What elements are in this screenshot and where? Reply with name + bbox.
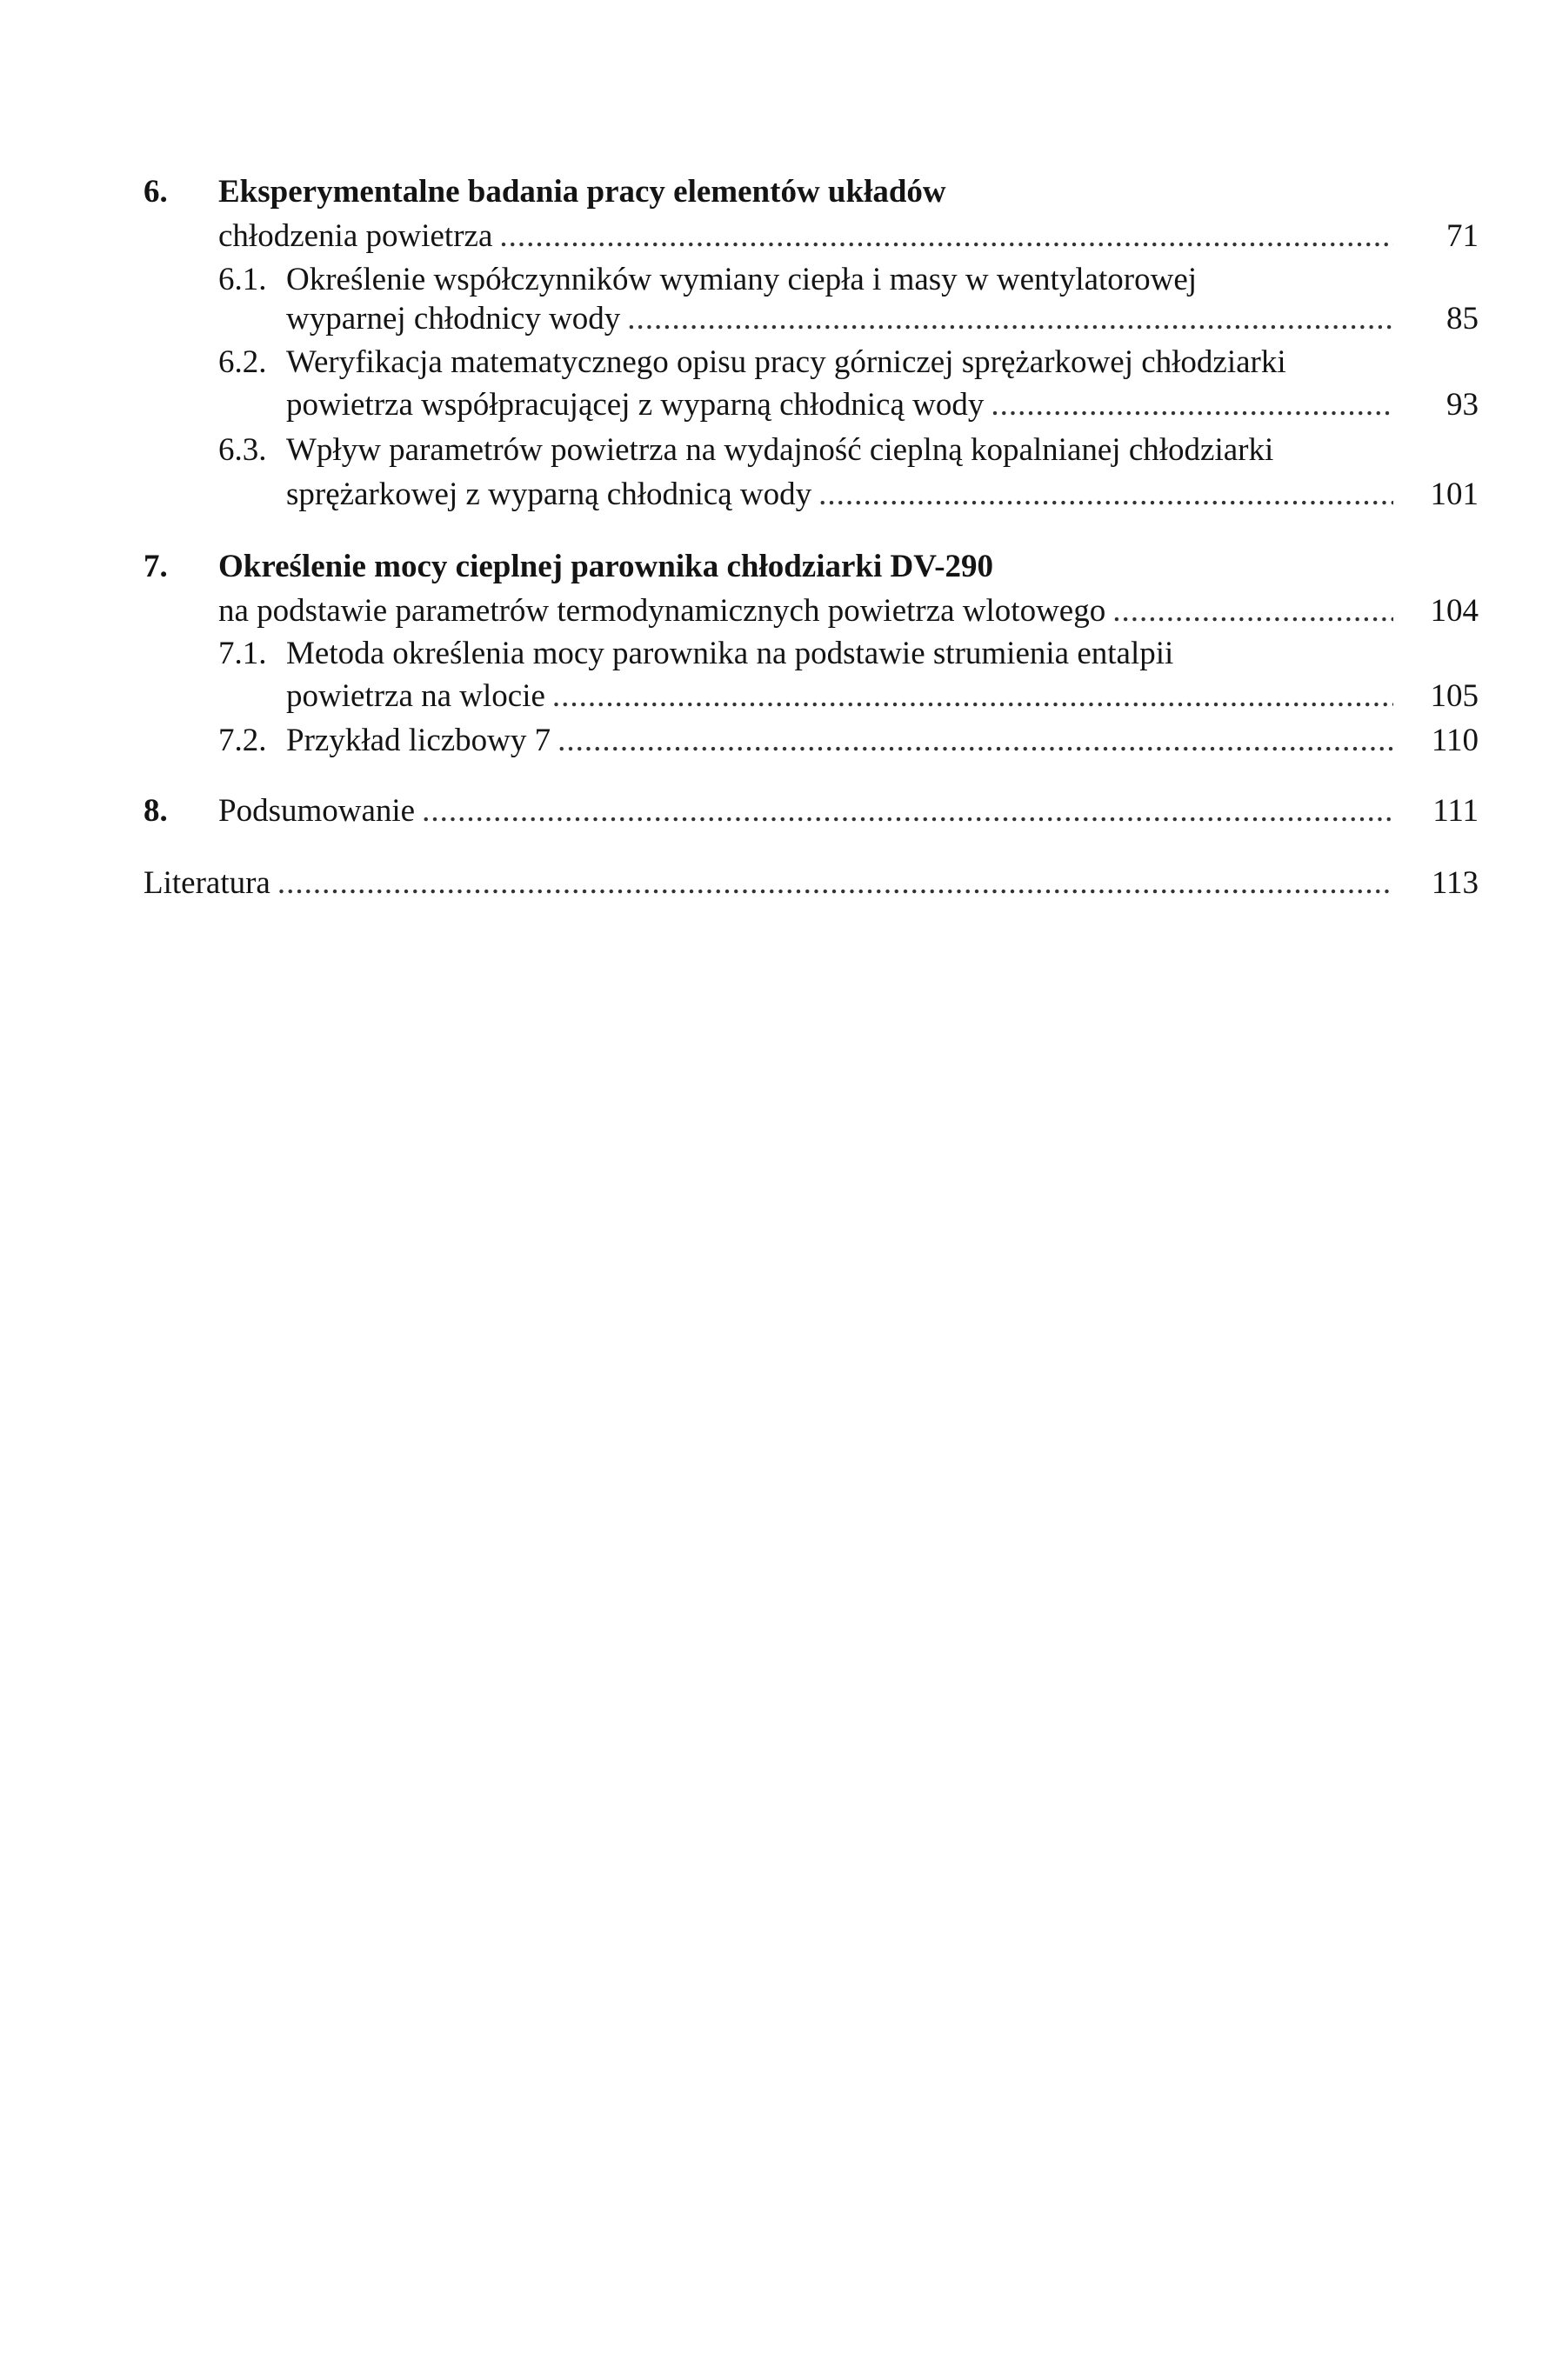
toc-section-6-1-entry[interactable] <box>286 297 1400 341</box>
literature-title: Literatura <box>144 865 270 901</box>
section-title-line: sprężarkowej z wyparną chłodnicą wody <box>286 477 812 512</box>
chapter-number: 6. <box>144 174 168 210</box>
section-number: 7.1. <box>218 636 267 671</box>
dot-leader <box>499 215 1393 258</box>
section-title-line: Wpływ parametrów powietrza na wydajność cieplną kopalnianej chłodziarki <box>286 432 1274 468</box>
dot-leader <box>1112 590 1393 633</box>
section-number: 7.2. <box>218 723 267 758</box>
page-number: 113 <box>1431 865 1479 901</box>
section-title-line: Przykład liczbowy 7 <box>286 723 551 758</box>
chapter-title-line: Eksperymentalne badania pracy elementów układów <box>218 174 946 210</box>
page-number: 71 <box>1446 218 1479 254</box>
dot-leader <box>818 473 1393 517</box>
page-number: 105 <box>1430 678 1479 714</box>
page-number: 85 <box>1446 301 1479 337</box>
page-number: 111 <box>1432 793 1479 829</box>
toc-section-7-2-entry[interactable] <box>286 719 1400 763</box>
section-title-line: powietrza na wlocie <box>286 678 545 714</box>
chapter-title-line: na podstawie parametrów termodynamicznych powietrza wlotowego <box>218 593 1106 629</box>
chapter-title-line: Podsumowanie <box>218 793 416 829</box>
page-number: 110 <box>1431 723 1479 758</box>
toc-literature-entry[interactable] <box>144 862 1400 905</box>
section-number: 6.3. <box>218 432 267 468</box>
toc-section-6-3-entry[interactable] <box>286 473 1400 517</box>
toc-chapter-6-entry[interactable] <box>218 215 1400 258</box>
dot-leader <box>422 790 1393 833</box>
page-number: 93 <box>1446 387 1479 423</box>
dot-leader <box>558 719 1393 763</box>
page-number: 101 <box>1430 477 1479 512</box>
dot-leader <box>627 297 1393 341</box>
toc-chapter-8-entry[interactable] <box>218 790 1400 833</box>
toc-section-6-2-entry[interactable] <box>286 383 1400 427</box>
section-title-line: wyparnej chłodnicy wody <box>286 301 621 337</box>
dot-leader <box>552 675 1393 718</box>
section-number: 6.1. <box>218 262 267 297</box>
section-title-line: Metoda określenia mocy parownika na podstawie strumienia entalpii <box>286 636 1174 671</box>
dot-leader <box>991 383 1393 427</box>
toc-chapter-7-entry[interactable] <box>218 590 1400 633</box>
toc-section-7-1-entry[interactable] <box>286 675 1400 718</box>
section-title-line: Weryfikacja matematycznego opisu pracy górniczej sprężarkowej chłodziarki <box>286 344 1286 380</box>
page-number: 104 <box>1430 593 1479 629</box>
dot-leader <box>277 862 1393 905</box>
chapter-number: 8. <box>144 793 168 829</box>
chapter-title-line: chłodzenia powietrza <box>218 218 493 254</box>
section-title-line: Określenie współczynników wymiany ciepła i masy w wentylatorowej <box>286 262 1198 297</box>
chapter-number: 7. <box>144 549 168 584</box>
section-number: 6.2. <box>218 344 267 380</box>
chapter-title-line: Określenie mocy cieplnej parownika chłodziarki DV-290 <box>218 549 994 584</box>
section-title-line: powietrza współpracującej z wyparną chłodnicą wody <box>286 387 985 423</box>
